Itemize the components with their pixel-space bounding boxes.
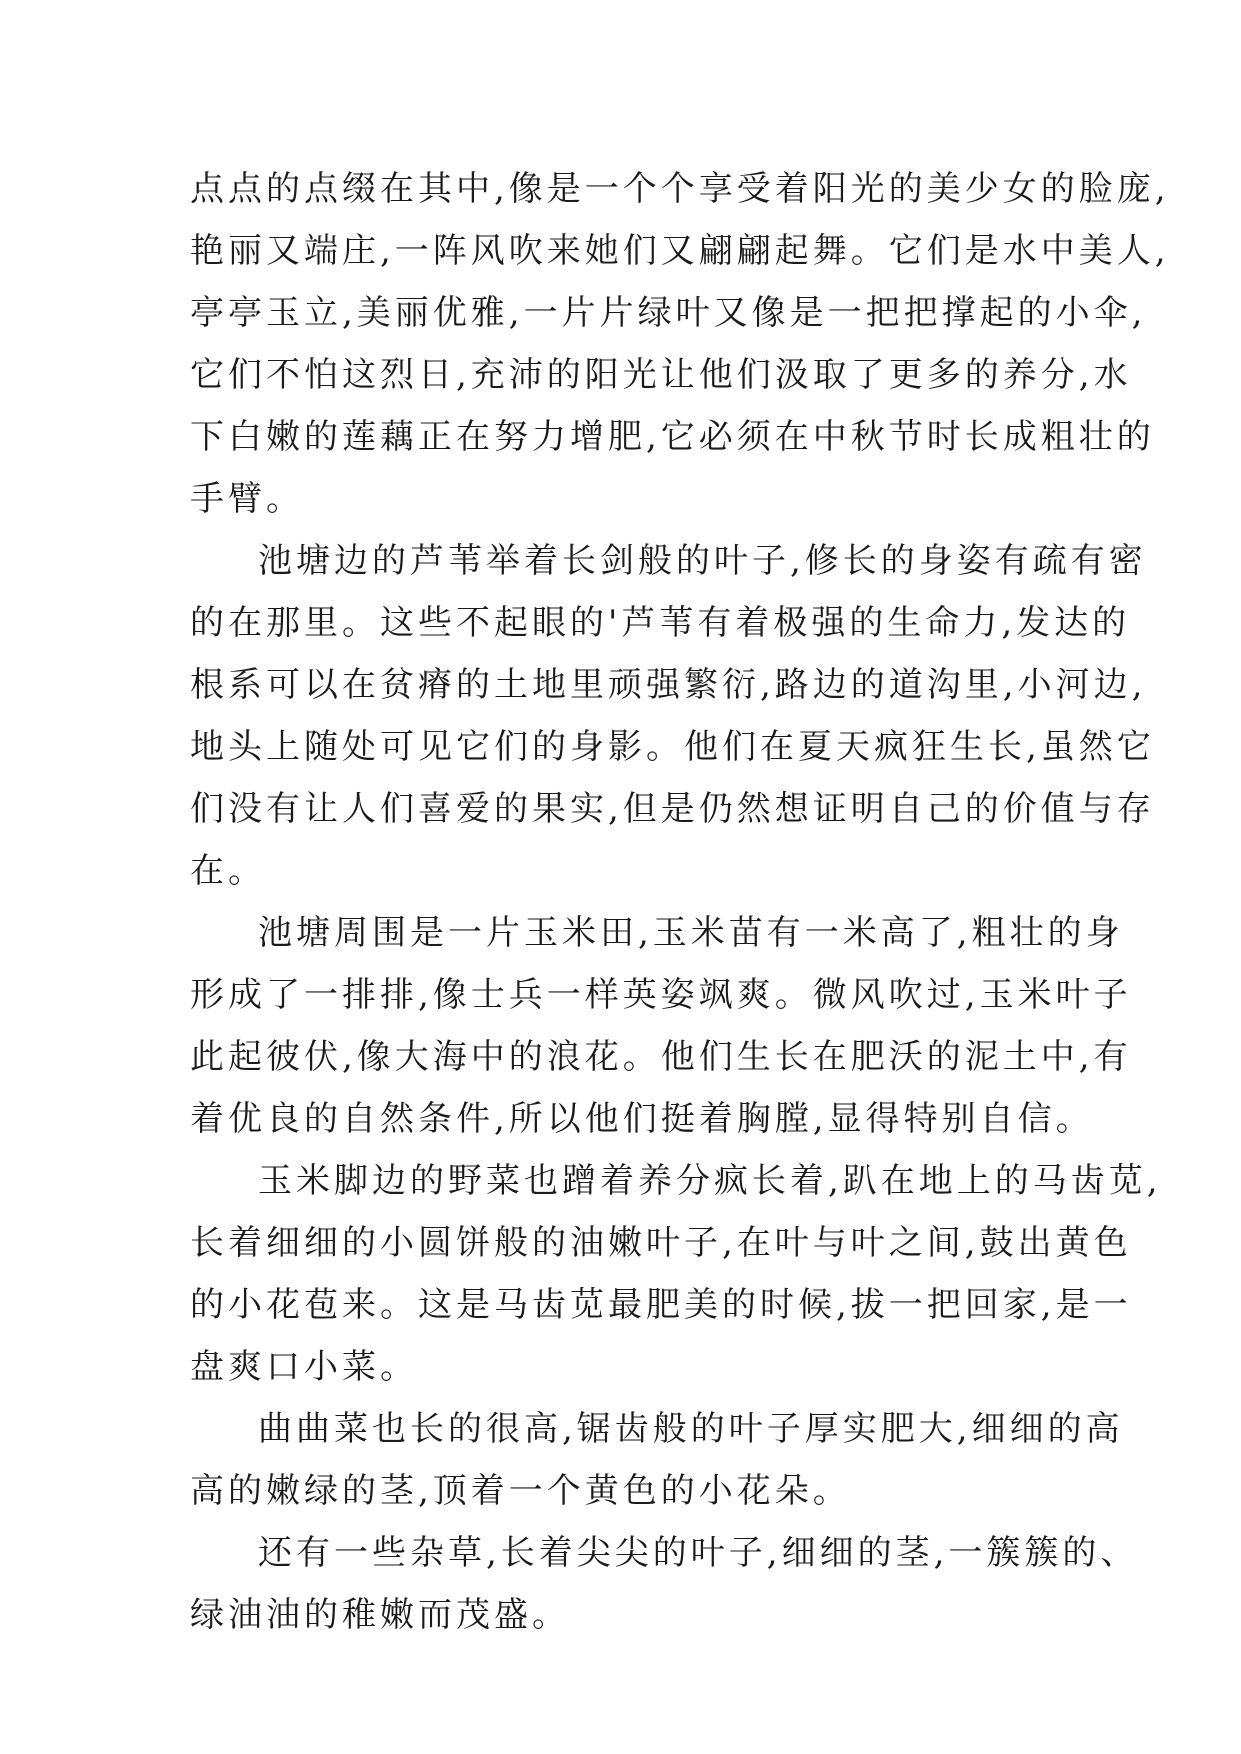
paragraph-first-line: 曲曲菜也长的很高,锯齿般的叶子厚实肥大,细细的高 [258,1409,1124,1449]
text-line: 它们不怕这烈日,充沛的阳光让他们汲取了更多的养分,水 [190,355,1132,395]
text-line: 根系可以在贫瘠的土地里顽强繁衍,路边的道沟里,小河边, [190,665,1147,705]
document-body [190,158,1170,1646]
text-line: 手臂。 [190,479,304,519]
text-line: 的在那里。这些不起眼的'芦苇有着极强的生命力,发达的 [190,603,1131,643]
text-line: 此起彼伏,像大海中的浪花。他们生长在肥沃的泥土中,有 [190,1037,1132,1077]
text-line: 地头上随处可见它们的身影。他们在夏天疯狂生长,虽然它 [190,727,1155,767]
text-line: 亭亭玉立,美丽优雅,一片片绿叶又像是一把把撑起的小伞, [190,293,1147,333]
text-line: 长着细细的小圆饼般的油嫩叶子,在叶与叶之间,鼓出黄色 [190,1223,1132,1263]
text-line: 着优良的自然条件,所以他们挺着胸膛,显得特别自信。 [190,1099,1094,1139]
paragraph-first-line: 还有一些杂草,长着尖尖的叶子,细细的茎,一簇簇的、 [258,1533,1139,1573]
paragraph-first-line: 池塘周围是一片玉米田,玉米苗有一米高了,粗壮的身 [258,913,1124,953]
text-line: 形成了一排排,像士兵一样英姿飒爽。微风吹过,玉米叶子 [190,975,1132,1015]
text-line: 的小花苞来。这是马齿苋最肥美的时候,拔一把回家,是一 [190,1285,1132,1325]
text-line: 在。 [190,851,266,891]
text-line: 们没有让人们喜爱的果实,但是仍然想证明自己的价值与存 [190,789,1155,829]
paragraph-first-line: 玉米脚边的野菜也蹭着养分疯长着,趴在地上的马齿苋, [258,1161,1162,1201]
text-line: 艳丽又端庄,一阵风吹来她们又翩翩起舞。它们是水中美人, [190,231,1170,271]
paragraph-first-line: 池塘边的芦苇举着长剑般的叶子,修长的身姿有疏有密 [258,541,1147,581]
text-line: 绿油油的稚嫩而茂盛。 [190,1595,570,1635]
text-line: 下白嫩的莲藕正在努力增肥,它必须在中秋节时长成粗壮的 [190,417,1155,457]
text-line: 高的嫩绿的茎,顶着一个黄色的小花朵。 [190,1471,851,1511]
text-line: 盘爽口小菜。 [190,1347,418,1387]
text-line: 点点的点缀在其中,像是一个个享受着阳光的美少女的脸庞, [190,169,1170,209]
